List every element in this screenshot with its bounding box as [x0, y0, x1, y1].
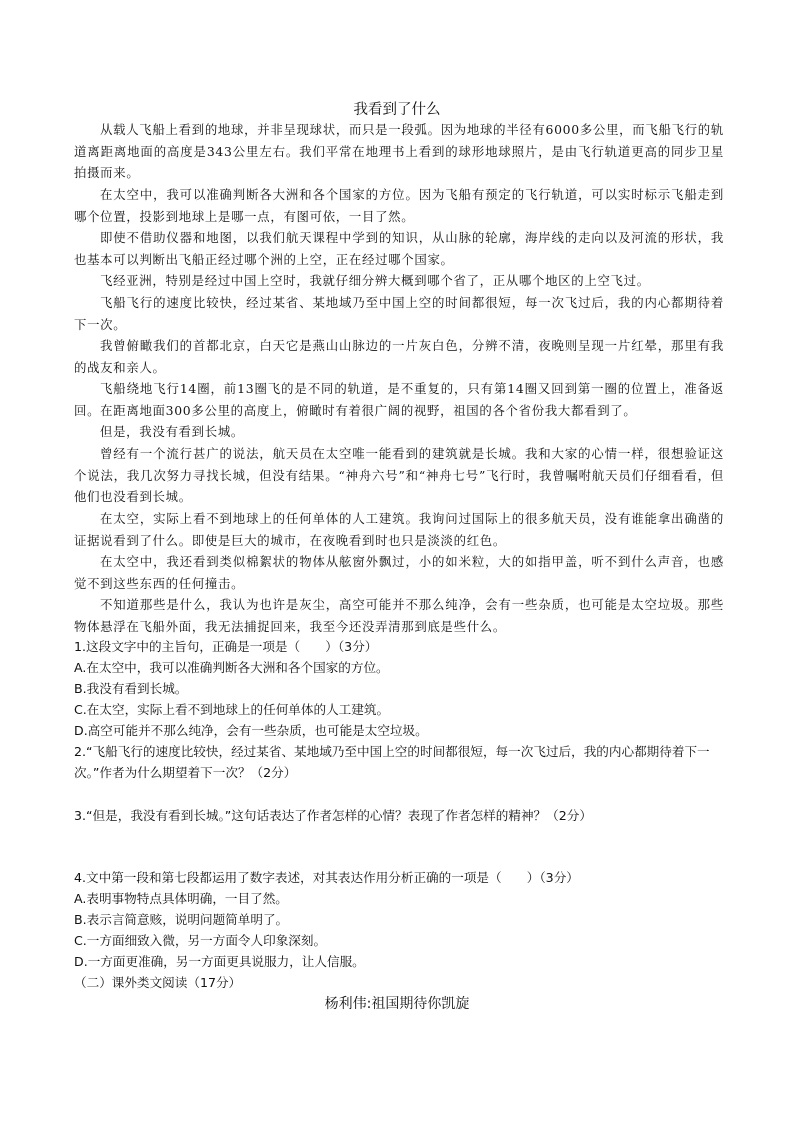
- question-1-option-d[interactable]: D.高空可能并不那么纯净，会有一些杂质，也可能是太空垃圾。: [74, 723, 428, 738]
- paragraph-7: 飞船绕地飞行14圈，前13圈飞的是不同的轨道，是不重复的，只有第14圈又回到第一圈的位置上，准备返回。在距离地面300多公里的高度上，俯瞰时有着很广阔的视野，祖国的各个省份我大都看到了。: [74, 381, 724, 418]
- question-4-option-a[interactable]: A.表明事物特点具体明确，一目了然。: [74, 891, 288, 906]
- question-1-option-a[interactable]: A.在太空中，我可以准确判断各大洲和各个国家的方位。: [74, 660, 389, 675]
- paragraph-6: 我曾俯瞰我们的首都北京，白天它是燕山山脉边的一片灰白色，分辨不清，夜晚则呈现一片红晕，那里有我的战友和亲人。: [74, 338, 724, 375]
- paragraph-9: 曾经有一个流行甚广的说法，航天员在太空唯一能看到的建筑就是长城。我和大家的心情一样，很想验证这个说法，我几次努力寻找长城，但没有结果。“神舟六号”和“神舟七号”飞行时，我曾嘱咐航天员们仔细看看，但他们也没看到长城。: [74, 446, 724, 505]
- paragraph-11: 在太空中，我还看到类似棉絮状的物体从舷窗外飘过，小的如米粒，大的如指甲盖，听不到什么声音，也感觉不到这些东西的任何撞击。: [74, 554, 724, 591]
- section-2-heading: （二）课外类文阅读（17分）: [74, 975, 242, 990]
- paragraph-5: 飞船飞行的速度比较快，经过某省、某地域乃至中国上空的时间都很短，每一次飞过后，我的内心都期待着下一次。: [74, 295, 724, 332]
- question-4-option-b[interactable]: B.表示言简意赅，说明问题简单明了。: [74, 912, 289, 927]
- question-3-stem: 3.“但是，我没有看到长城。”这句话表达了作者怎样的心情？表现了作者怎样的精神？（2分）: [74, 808, 592, 823]
- question-2-stem: 2.“飞船飞行的速度比较快，经过某省、某地域乃至中国上空的时间都很短，每一次飞过后，我的内心都期待着下一次。”作者为什么期望着下一次？（2分）: [74, 744, 710, 780]
- question-4-option-d[interactable]: D.一方面更准确，另一方面更具说服力，让人信服。: [74, 954, 365, 969]
- paragraph-12: 不知道那些是什么，我认为也许是灰尘，高空可能并不那么纯净，会有一些杂质，也可能是太空垃圾。那些物体悬浮在飞船外面，我无法捕捉回来，我至今还没弄清那到底是些什么。: [74, 597, 724, 634]
- paragraph-2: 在太空中，我可以准确判断各大洲和各个国家的方位。因为飞船有预定的飞行轨道，可以实时标示飞船走到哪个位置，投影到地球上是哪一点，有图可依，一目了然。: [74, 187, 724, 224]
- question-1-option-b[interactable]: B.我没有看到长城。: [74, 681, 188, 696]
- paragraph-1: 从载人飞船上看到的地球，并非呈现球状，而只是一段弧。因为地球的半径有6000多公里，而飞船飞行的轨道离距离地面的高度是343公里左右。我们平常在地理书上看到的球形地球照片，是由飞行轨道更高的同步卫星拍摄而来。: [74, 122, 724, 181]
- paragraph-4: 飞经亚洲，特别是经过中国上空时，我就仔细分辨大概到哪个省了，正从哪个地区的上空飞过。: [100, 273, 650, 288]
- paragraph-8: 但是，我没有看到长城。: [100, 424, 244, 439]
- question-1-option-c[interactable]: C.在太空，实际上看不到地球上的任何单体的人工建筑。: [74, 702, 390, 717]
- paragraph-10: 在太空，实际上看不到地球上的任何单体的人工建筑。我询问过国际上的很多航天员，没有谁能拿出确凿的证据说看到了什么。即使是巨大的城市，在夜晚看到时也只是淡淡的红色。: [74, 511, 724, 548]
- section-2-title: 杨利伟:祖国期待你凯旋: [324, 996, 470, 1012]
- question-1-stem: 1.这段文字中的主旨句，正确是一项是（ ）（3分）: [74, 639, 378, 654]
- passage-title: 我看到了什么: [353, 102, 441, 118]
- paragraph-3: 即使不借助仪器和地图，以我们航天课程中学到的知识，从山脉的轮廓，海岸线的走向以及河流的形状，我也基本可以判断出飞船正经过哪个洲的上空，正在经过哪个国家。: [74, 230, 724, 267]
- question-4-stem: 4.文中第一段和第七段都运用了数字表述，对其表达作用分析正确的一项是（ ）（3分）: [74, 870, 579, 885]
- question-4-option-c[interactable]: C.一方面细致入微，另一方面令人印象深刻。: [74, 933, 327, 948]
